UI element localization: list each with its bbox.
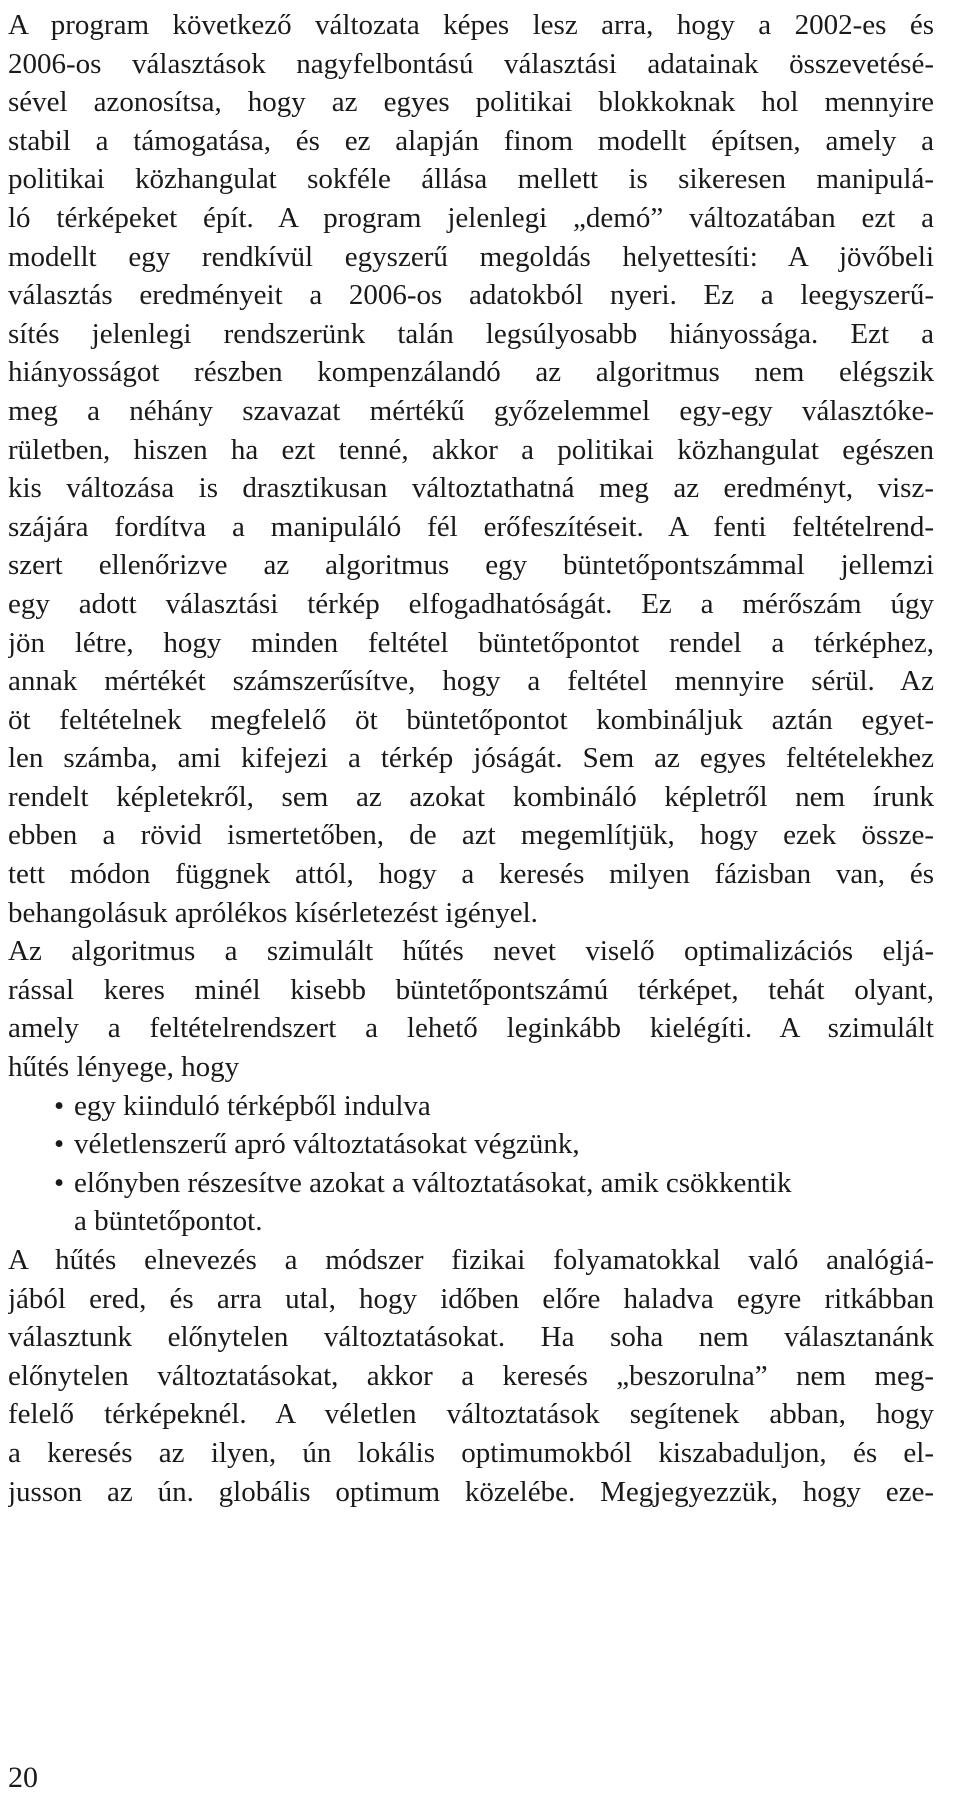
text-line: felelő térképeknél. A véletlen változtatások segítenek abban, hogy [8,1398,934,1431]
text-line: rással keres minél kisebb büntetőpontszámú térképet, tehát olyant, [8,973,934,1006]
text-line: len számba, ami kifejezi a térkép jóságát. Sem az egyes feltételekhez [8,742,934,775]
text-line: 2006-os választások nagyfelbontású választási adatainak összevetésé- [8,47,934,80]
text-line: A hűtés elnevezés a módszer fizikai folyamatokkal való analógiá- [8,1244,934,1276]
text-line: A program következő változata képes lesz arra, hogy a 2002-es és [8,9,934,41]
text-line: választás eredményeit a 2006-os adatokból nyeri. Ez a leegyszerű- [8,279,934,312]
text-line: meg a néhány szavazat mértékű győzelemmel egy-egy választóke- [8,394,934,427]
bullet-icon: • [54,1089,65,1122]
bullet-icon: • [54,1128,65,1161]
text-line: rületben, hiszen ha ezt tenné, akkor a politikai közhangulat egészen [8,433,934,466]
list-item-continuation [8,1202,934,1241]
text-line: behangolásuk aprólékos kísérletezést igényel. [8,896,538,929]
text-line: szájára fordítva a manipuláló fél erőfeszítéseit. A fenti feltételrend- [8,510,934,543]
text-line: ló térképeket épít. A program jelenlegi „demó” változatában ezt a [8,201,934,234]
list-item [8,1164,934,1203]
list-item-text: egy kiinduló térképből indulva [74,1089,431,1122]
text-line: stabil a támogatása, és ez alapján finom modellt építsen, amely a [8,124,934,157]
bullet-list [8,1087,942,1241]
text-line: tett módon függnek attól, hogy a keresés milyen fázisban van, és [8,858,934,891]
text-line: rendelt képletekről, sem az azokat kombináló képletről nem írunk [8,780,934,813]
list-item-text: előnyben részesítve azokat a változtatásokat, amik csökkentik [74,1166,792,1199]
text-line: előnytelen változtatásokat, akkor a keresés „beszorulna” nem meg- [8,1359,934,1392]
text-line: hűtés lényege, hogy [8,1051,240,1084]
text-line: kis változása is drasztikusan változtathatná meg az eredményt, visz- [8,472,934,505]
text-line: jából ered, és arra utal, hogy időben előre haladva egyre ritkábban [8,1282,934,1315]
text-line: öt feltételnek megfelelő öt büntetőpontot kombináljuk aztán egyet- [8,703,934,736]
list-item [8,1087,934,1126]
text-line: választunk előnytelen változtatásokat. Ha soha nem választanánk [8,1321,934,1354]
text-line: jusson az ún. globális optimum közelébe. Megjegyezzük, hogy eze- [8,1475,934,1508]
paragraph-2 [8,932,942,1086]
text-line: sével azonosítsa, hogy az egyes politikai blokkoknak hol mennyire [8,86,934,119]
text-line: egy adott választási térkép elfogadhatóságát. Ez a mérőszám úgy [8,587,934,620]
text-line: annak mértékét számszerűsítve, hogy a feltétel mennyire sérül. Az [8,665,934,698]
list-item-text: véletlenszerű apró változtatásokat végzünk, [74,1128,580,1161]
text-line: a keresés az ilyen, ún lokális optimumokból kiszabaduljon, és el- [8,1436,934,1469]
list-item [8,1125,934,1164]
text-line: hiányosságot részben kompenzálandó az algoritmus nem elégszik [8,356,934,389]
text-line: politikai közhangulat sokféle állása mellett is sikeresen manipulá- [8,163,934,196]
text-line: ebben a rövid ismertetőben, de azt megemlítjük, hogy ezek össze- [8,819,934,852]
paragraph-1 [8,6,942,932]
text-line: sítés jelenlegi rendszerünk talán legsúlyosabb hiányossága. Ezt a [8,317,934,350]
paragraph-3 [8,1241,942,1511]
list-item-text: a büntetőpontot. [74,1205,263,1238]
text-line: modellt egy rendkívül egyszerű megoldás helyettesíti: A jövőbeli [8,240,934,273]
text-line: szert ellenőrizve az algoritmus egy büntetőpontszámmal jellemzi [8,549,934,582]
page-number: 20 [8,1761,38,1794]
text-line: amely a feltételrendszert a lehető leginkább kielégíti. A szimulált [8,1012,934,1045]
text-line: jön létre, hogy minden feltétel büntetőpontot rendel a térképhez, [8,626,934,659]
bullet-icon: • [54,1166,65,1199]
text-line: Az algoritmus a szimulált hűtés nevet viselő optimalizációs eljá- [8,935,934,968]
